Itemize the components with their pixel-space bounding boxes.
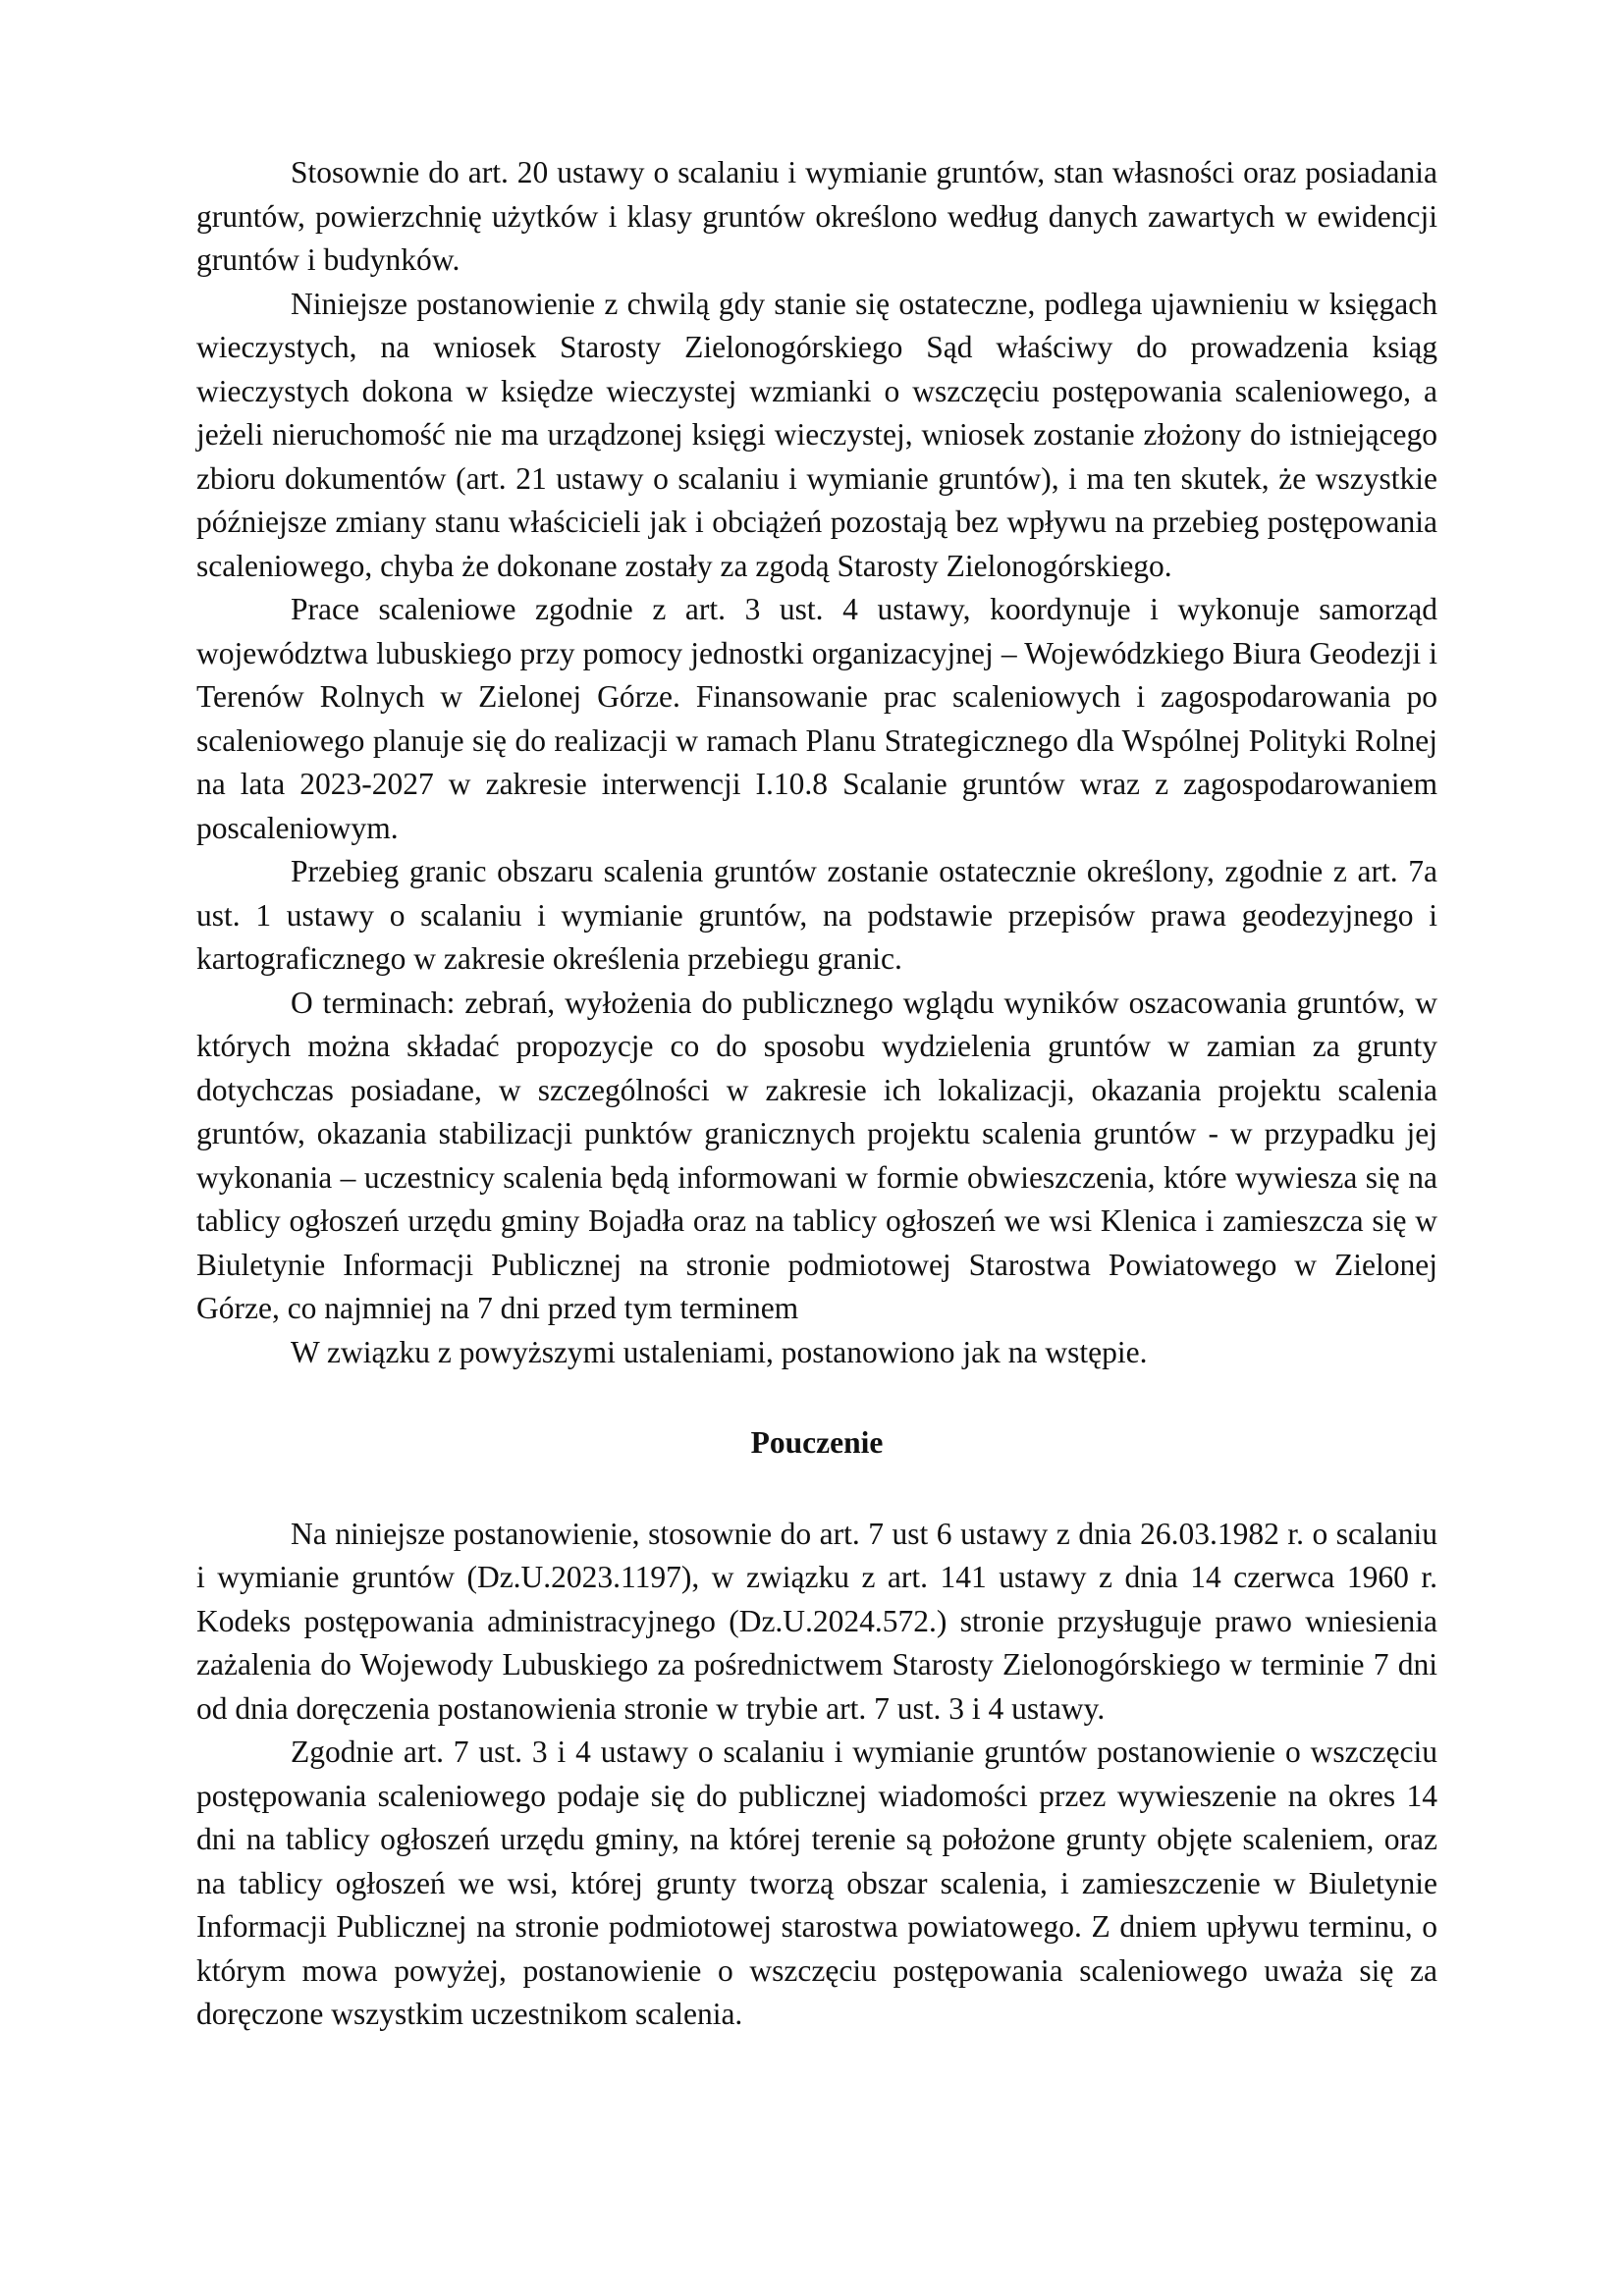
section-heading-pouczenie: Pouczenie (750, 1425, 884, 1460)
paragraph-przebieg-granic: Przebieg granic obszaru scalenia gruntów zostanie ostatecznie określony, zgodnie z art. 7a ust. 1 ustawy o scalaniu i wymianie gruntów, na podstawie przepisów prawa geodezyjnego i kartograficznego w zakresie określenia przebiegu granic. (196, 854, 1437, 976)
paragraph-ewidencja: Stosownie do art. 20 ustawy o scalaniu i wymianie gruntów, stan własności oraz posiadania gruntów, powierzchnię użytków i klasy gruntów określono według danych zawartych w ewidencji gruntów i budynków. (196, 155, 1437, 277)
paragraph-prace-scaleniowe: Prace scaleniowe zgodnie z art. 3 ust. 4 ustawy, koordynuje i wykonuje samorząd województwa lubuskiego przy pomocy jednostki organizacyjnej – Wojewódzkiego Biura Geodezji i Terenów Rolnych w Zielonej Górze. Finansowanie prac scaleniowych i zagospodarowania po scaleniowego planuje się do realizacji w ramach Planu Strategicznego dla Wspólnej Polityki Rolnej na lata 2023-2027 w zakresie interwencji I.10.8 Scalanie gruntów wraz z zagospodarowaniem poscaleniowym. (196, 592, 1437, 845)
document-body (196, 151, 1437, 2037)
paragraph-o-terminach: O terminach: zebrań, wyłożenia do publicznego wglądu wyników oszacowania gruntów, w których można składać propozycje co do sposobu wydzielenia gruntów w zamian za grunty dotychczas posiadane, w szczególności w zakresie ich lokalizacji, okazania projektu scalenia gruntów, okazania stabilizacji punktów granicznych projektu scalenia gruntów - w przypadku jej wykonania – uczestnicy scalenia będą informowani w formie obwieszczenia, które wywiesza się na tablicy ogłoszeń urzędu gminy Bojadła oraz na tablicy ogłoszeń we wsi Klenica i zamieszcza się w Biuletynie Informacji Publicznej na stronie podmiotowej Starostwa Powiatowego w Zielonej Górze, co najmniej na 7 dni przed tym terminem (196, 985, 1437, 1325)
paragraph-ksiegi-wieczyste: Niniejsze postanowienie z chwilą gdy stanie się ostateczne, podlega ujawnieniu w księgach wieczystych, na wniosek Starosty Zielonogórskiego Sąd właściwy do prowadzenia ksiąg wieczystych dokona w księdze wieczystej wzmianki o wszczęciu postępowania scaleniowego, a jeżeli nieruchomość nie ma urządzonej księgi wieczystej, wniosek zostanie złożony do istniejącego zbioru dokumentów (art. 21 ustawy o scalaniu i wymianie gruntów), i ma ten skutek, że wszystkie późniejsze zmiany stanu właścicieli jak i obciążeń pozostają bez wpływu na przebieg postępowania scaleniowego, chyba że dokonane zostały za zgodą Starosty Zielonogórskiego. (196, 286, 1437, 583)
paragraph-zazalenie: Na niniejsze postanowienie, stosownie do art. 7 ust 6 ustawy z dnia 26.03.1982 r. o scalaniu i wymianie gruntów (Dz.U.2023.1197), w związku z art. 141 ustawy z dnia 14 czerwca 1960 r. Kodeks postępowania administracyjnego (Dz.U.2024.572.) stronie przysługuje prawo wniesienia zażalenia do Wojewody Lubuskiego za pośrednictwem Starosty Zielonogórskiego w terminie 7 dni od dnia doręczenia postanowienia stronie w trybie art. 7 ust. 3 i 4 ustawy. (196, 1516, 1437, 1726)
spacer (196, 1374, 1437, 1421)
paragraph-obwieszczenie: Zgodnie art. 7 ust. 3 i 4 ustawy o scalaniu i wymianie gruntów postanowienie o wszczęciu postępowania scaleniowego podaje się do publicznej wiadomości przez wywieszenie na okres 14 dni na tablicy ogłoszeń urzędu gminy, na której terenie są położone grunty objęte scaleniem, oraz na tablicy ogłoszeń we wsi, której grunty tworzą obszar scalenia, i zamieszczenie w Biuletynie Informacji Publicznej na stronie podmiotowej starostwa powiatowego. Z dniem upływu terminu, o którym mowa powyżej, postanowienie o wszczęciu postępowania scaleniowego uważa się za doręczone wszystkim uczestnikom scalenia. (196, 1735, 1437, 2031)
spacer (196, 1466, 1437, 1513)
paragraph-postanowiono: W związku z powyższymi ustaleniami, postanowiono jak na wstępie. (291, 1334, 1148, 1369)
